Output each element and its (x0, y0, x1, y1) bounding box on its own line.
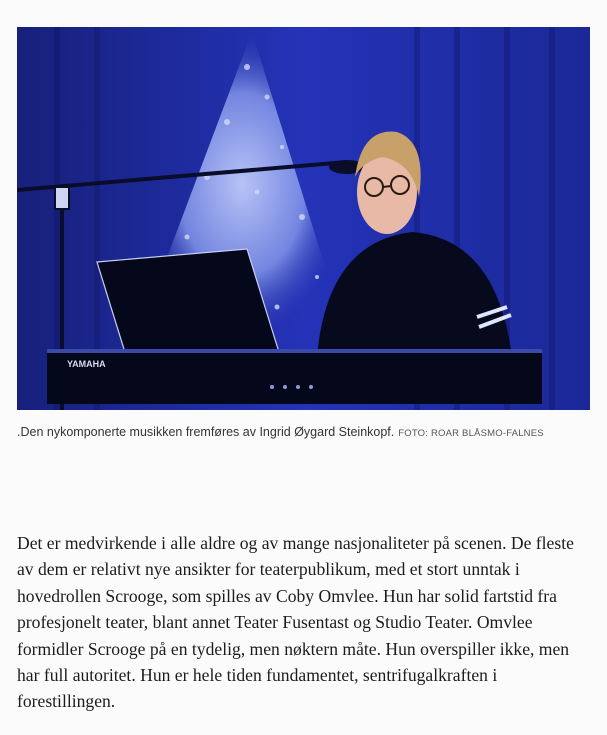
article-photo (17, 27, 590, 410)
keyboard (47, 349, 542, 404)
photo-caption (17, 425, 590, 439)
stage-photo-illustration (17, 27, 590, 410)
article-paragraph: Det er medvirkende i alle aldre og av mange nasjonaliteter på scenen. De fleste av dem er relativt nye ansikter for teaterpublikum, med et stort unntak i hovedrollen Scrooge, som spilles av Coby Omvlee. Hun har solid fartstid fra profesjonelt teater, blant annet Teater Fusentast og Studio Teater. Omvlee formidler Scrooge på en tydelig, men nøktern måte. Hun overspiller ikke, men har full autoritet. Hun er hele tiden fundamentet, sentrifugalkraften i forestillingen. (17, 533, 574, 712)
keyboard-brand-label: YAMAHA (67, 359, 106, 369)
caption-text: .Den nykomponerte musikken fremføres av Ingrid Øygard Steinkopf. (17, 425, 395, 439)
photo-credit: FOTO: ROAR BLÅSMO-FALNES (398, 428, 544, 439)
